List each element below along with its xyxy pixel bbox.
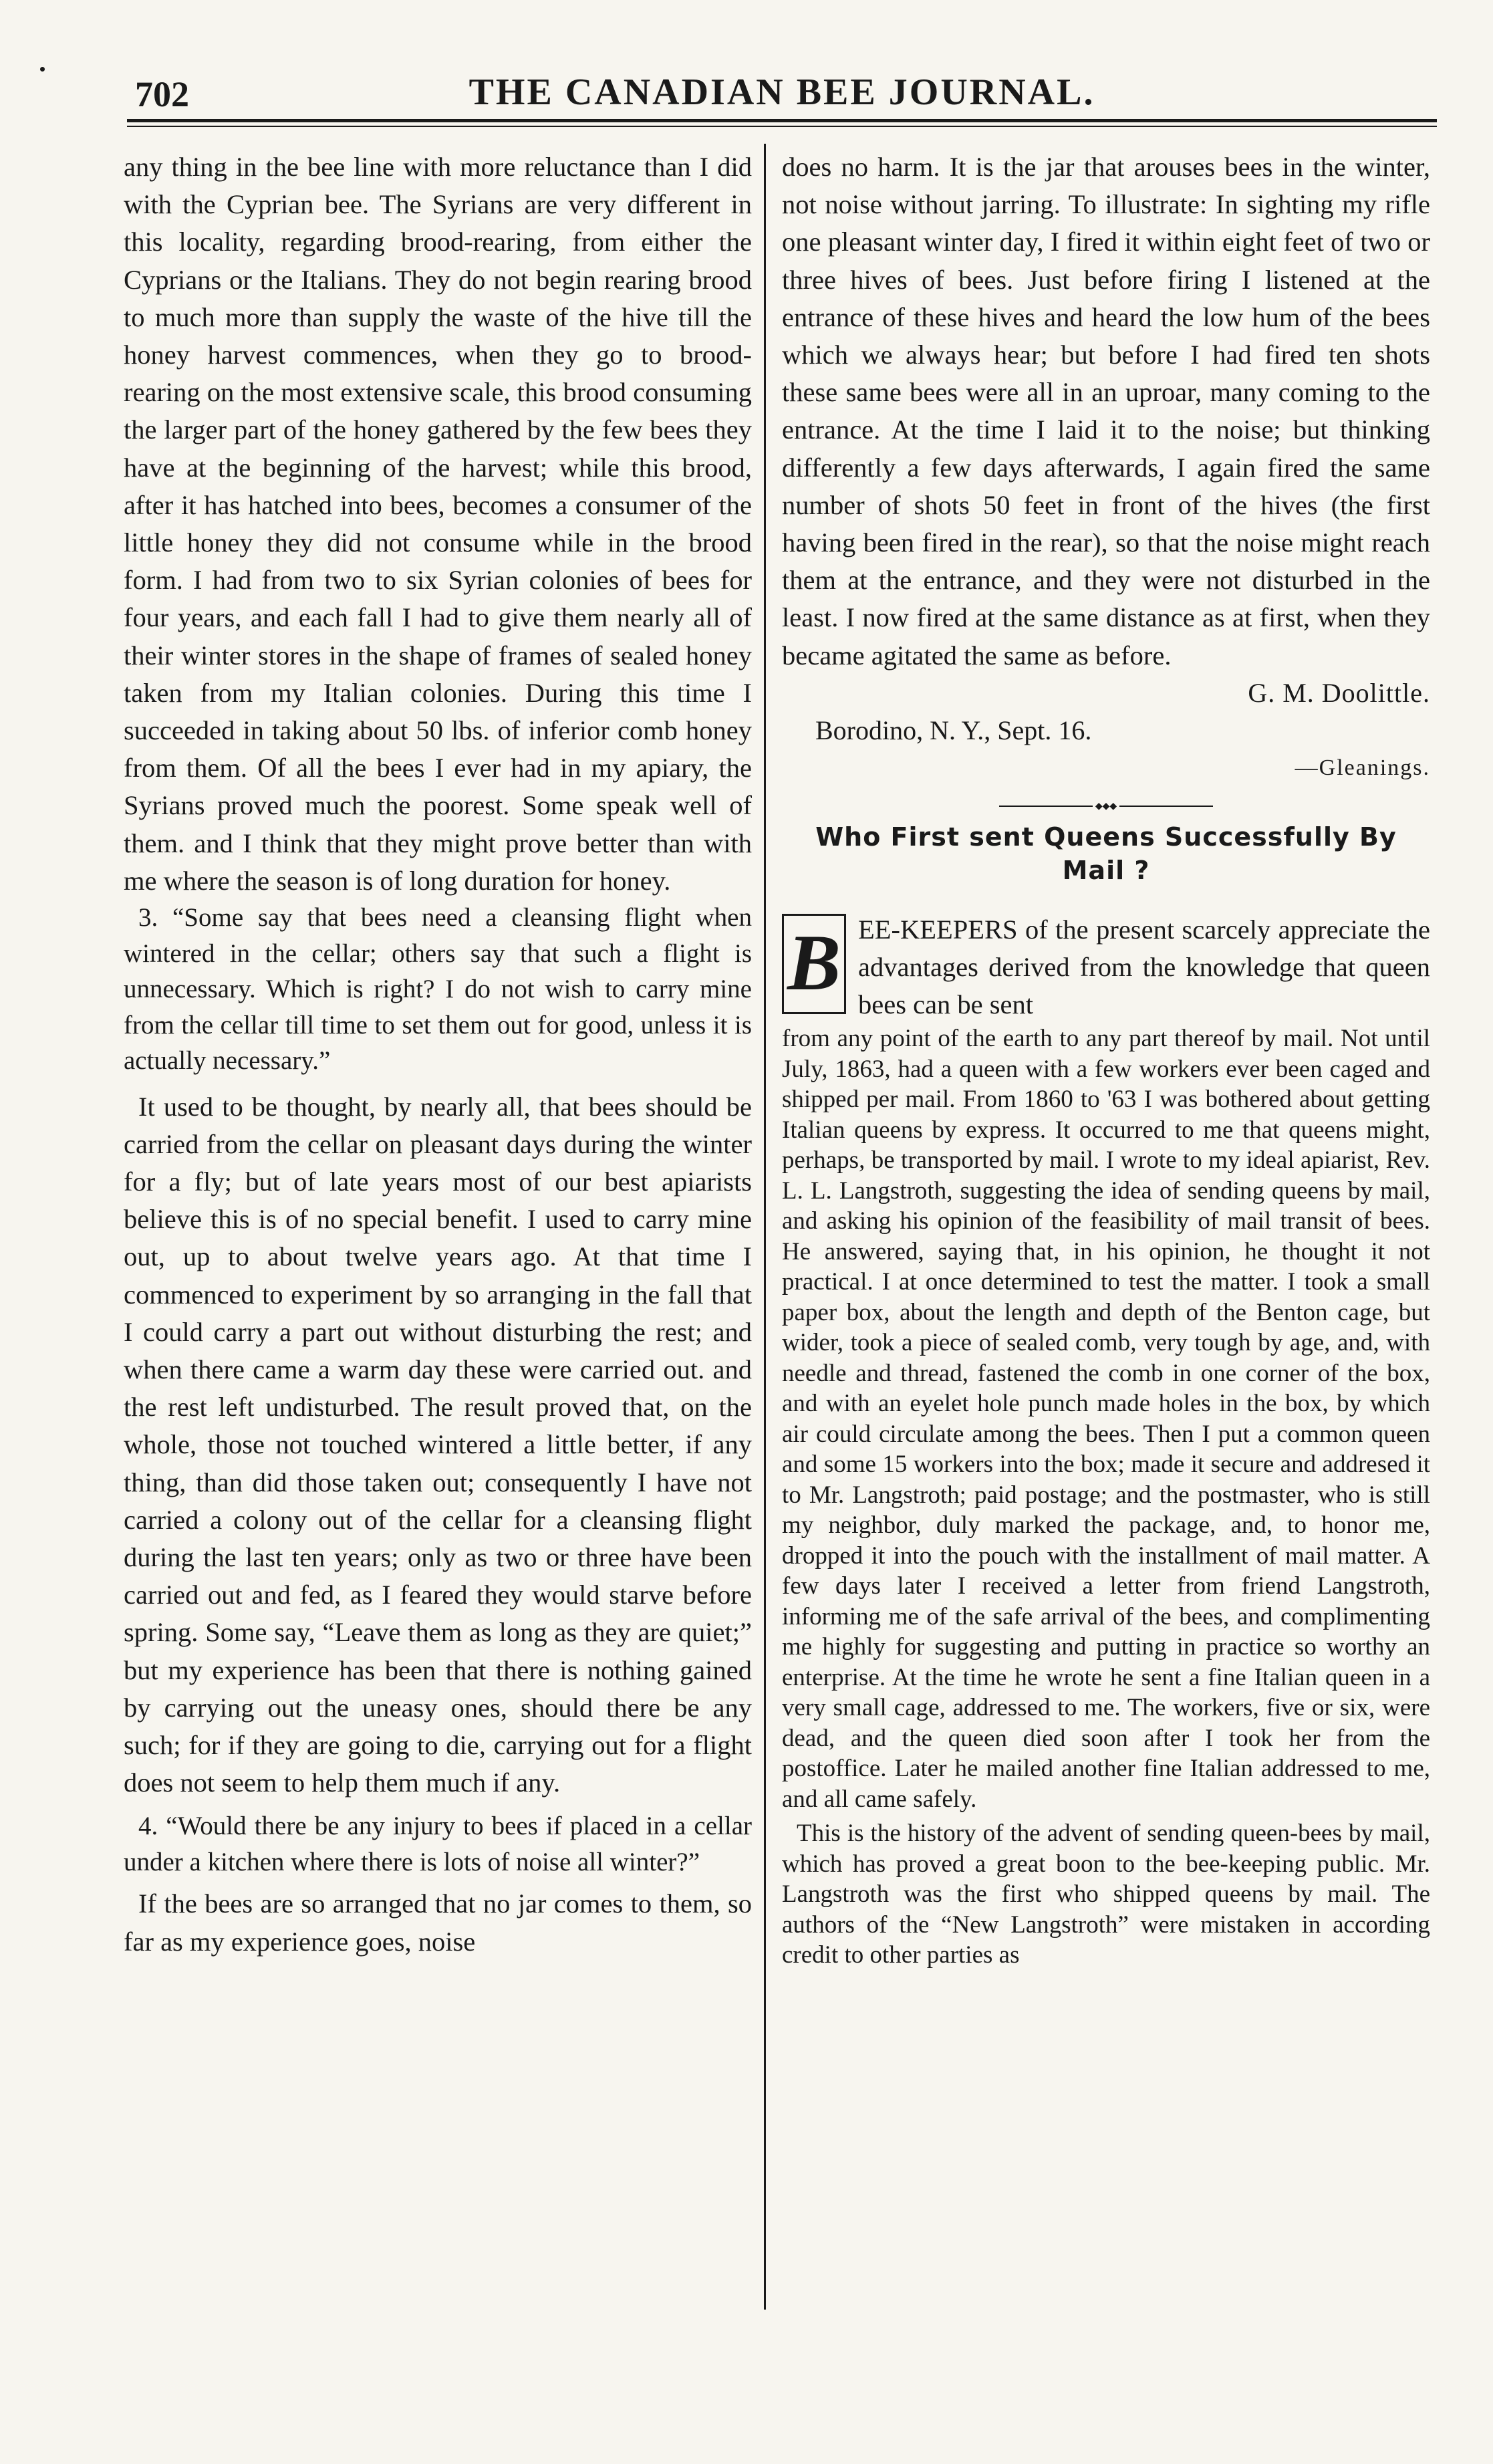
print-speck (40, 67, 45, 72)
header-rule-thin (127, 126, 1437, 127)
article-paragraph-2: This is the history of the advent of sending queen-bees by mail, which has proved a great boon to the bee-keeping public. Mr. Langstroth was the first who shipped queens by mail. The authors of the “New Langstroth” were mistaken in according credit to other parties as (782, 1820, 1430, 1969)
author-signature: G. M. Doolittle. (1248, 677, 1430, 708)
ornament-bar-right (1119, 806, 1213, 807)
right-column (782, 148, 1430, 1971)
article-body (782, 911, 1430, 1971)
place-date: Borodino, N. Y., Sept. 16. (815, 715, 1092, 745)
paragraph-cleansing-flight: It used to be thought, by nearly all, that bees should be carried from the cellar on pleasant days during the winter for a fly; but of late years most of our best apiarists believe this is of no special benefit. I used to carry mine out, up to about twelve years ago. At that time I commenced to experiment by so arranging in the fall that I could carry a part out without disturbing the rest; and when there came a warm day these were carried out. and the rest left undisturbed. The result proved that, on the whole, those not touched wintered a little better, if any thing, than did those taken out; consequently I have not carried a colony out of the cellar for a cleansing flight during the last ten years; only as two or three have been carried out and fed, as I feared they would starve before spring. Some say, “Leave them as long as they are quiet;” but my experience has been that there is nothing gained by carrying out the uneasy ones, should there be any such; for if they are going to die, carrying out for a flight does not seem to help them much if any. (124, 1091, 752, 1798)
left-column (124, 148, 752, 1961)
article-lead: EE-KEEPERS of the present scarcely appreciate the advantages derived from the knowledge that queen bees can be sent (858, 914, 1430, 1020)
article-title: Who First sent Queens Successfully By Mail ? (815, 822, 1397, 885)
paragraph-noise: If the bees are so arranged that no jar comes to them, so far as my experience goes, noise (124, 1888, 752, 1957)
section-ornament (999, 802, 1213, 811)
signature-line (782, 674, 1430, 712)
column-divider (764, 144, 766, 2310)
paragraph-syrians: any thing in the bee line with more reluctance than I did with the Cyprian bee. The Syrians are very different in this locality, regarding brood-rearing, from either the Cyprians or the Italians. They do not begin rearing brood to much more than supply the waste of the hive till the honey harvest commences, when they go to brood-rearing on the most extensive scale, this brood consuming the larger part of the honey gathered by the few bees they have at the beginning of the harvest; while this brood, after it has hatched into bees, becomes a consumer of the little honey they did not consume while in the brood form. I had from two to six Syrian colonies of bees for four years, and each fall I had to give them nearly all of their winter stores in the shape of frames of sealed honey taken from my Italian colonies. During this time I succeeded in taking about 50 lbs. of inferior comb honey from them. Of all the bees I ever had in my apiary, the Syrians proved much the poorest. Some speak well of them. and I think that they might prove better than with me where the season is of long duration for honey. (124, 152, 752, 896)
question-4: 4. “Would there be any injury to bees if placed in a cellar under a kitchen where there is lots of noise all winter?” (124, 1812, 752, 1876)
question-3: 3. “Some say that bees need a cleansing flight when wintered in the cellar; others say that such a flight is unnecessary. Which is right? I do not wish to carry mine from the cellar till time to set them out for good, unless it is actually necessary.” (124, 903, 752, 1076)
source-credit: —Gleanings. (1295, 755, 1430, 780)
article-paragraph-1: from any point of the earth to any part thereof by mail. Not until July, 1863, had a queen with a few workers ever been caged and shipped per mail. From 1860 to '63 I was bothered about getting Italian queens by express. It occurred to me that queens might, perhaps, be transported by mail. I wrote to my ideal apiarist, Rev. L. L. Langstroth, suggesting the idea of sending queens by mail, and asking his opinion of the feasibility of mail transit of bees. He answered, saying that, in his opinion, he thought it not practical. I at once determined to test the matter. I took a small paper box, about the length and depth of the Benton cage, but wider, took a piece of sealed comb, very tough by age, and, with needle and thread, fastened the comb in one corner of the box, and with an eyelet hole punch made holes in the box, by which air could circulate among the bees. Then I put a common queen and some 15 workers into the box; made it secure and addresed it to Mr. Langstroth; paid postage; and the postmaster, who is still my neighbor, duly marked the package, and, to honor me, dropped it into the pouch with the installment of mail matter. A few days later I received a letter from friend Langstroth, informing me of the safe arrival of the bees, and complimenting me highly for suggesting and putting in practice so worthy an enterprise. At the time he wrote he sent a fine Italian queen in a very small cage, addressed to me. The workers, five or six, were dead, and the queen died soon after I took her from the postoffice. Later he mailed another fine Italian addressed to me, and all came safely. (782, 1025, 1430, 1813)
ornament-bar-left (999, 806, 1093, 807)
journal-title: THE CANADIAN BEE JOURNAL. (468, 72, 1095, 113)
ornament-diamond-icon: ◆◆◆ (1095, 800, 1117, 812)
header-rule (127, 119, 1437, 122)
drop-cap-letter: B (782, 914, 846, 1014)
page-header (127, 60, 1437, 120)
paragraph-jarring: does no harm. It is the jar that arouses bees in the winter, not noise without jarring. To illustrate: In sighting my rifle one pleasant winter day, I fired it within eight feet of two or three hives of bees. Just before firing I listened at the entrance of these hives and heard the low hum of the bees which we always hear; but before I had fired ten shots these same bees were all in an uproar, many coming to the entrance. At the time I laid it to the noise; but thinking differently a few days afterwards, I again fired the same number of shots 50 feet in front of the hives (the first having been fired in the rear), so that the noise might reach them at the entrance, and they were not disturbed in the least. I now fired at the same distance as at first, when they became agitated the same as before. (782, 152, 1430, 670)
page-number: 702 (135, 74, 189, 114)
